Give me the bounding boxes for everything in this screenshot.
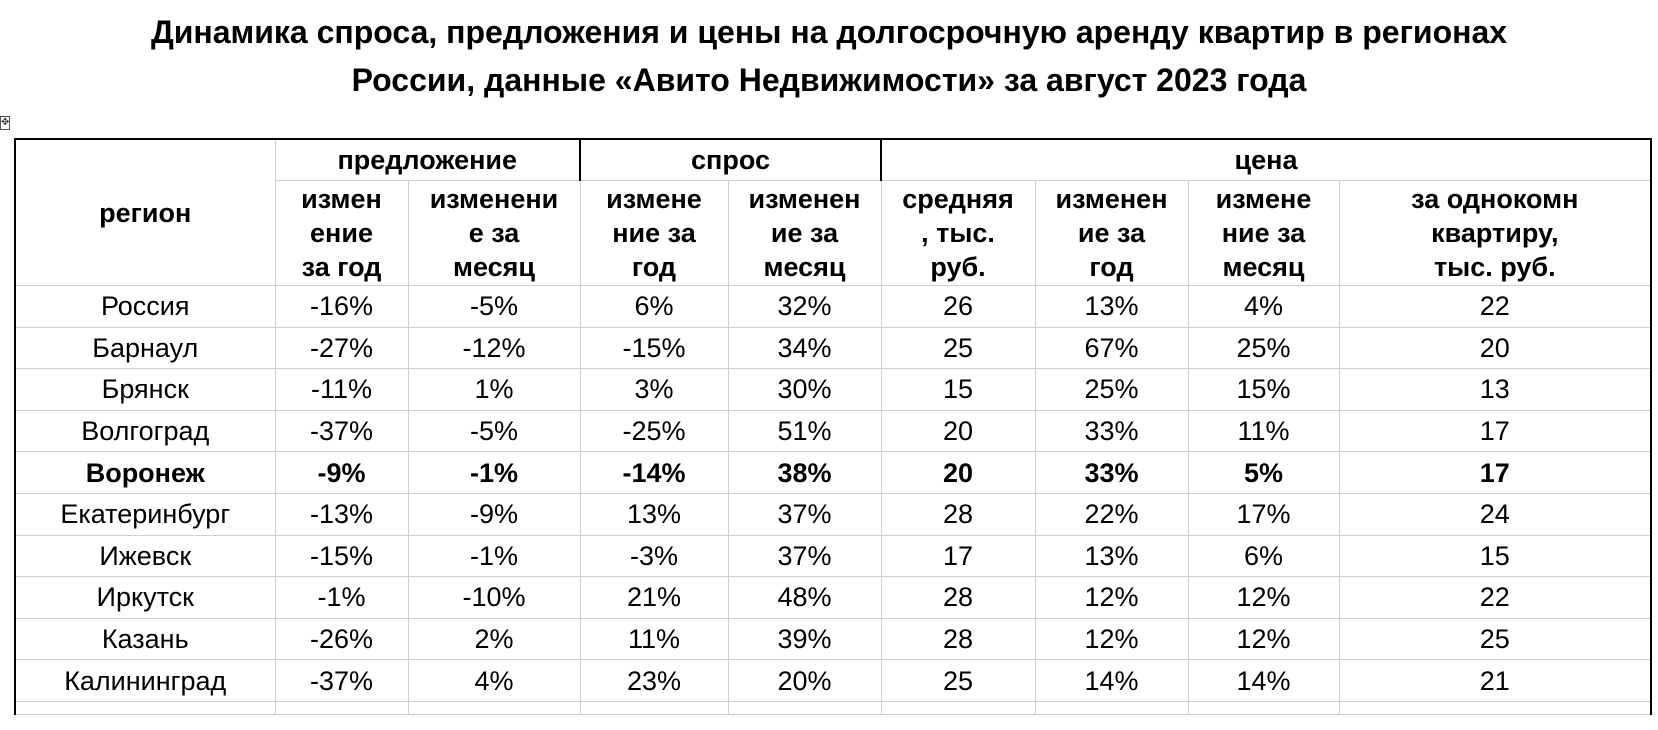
header-line: месяц bbox=[452, 252, 535, 282]
value-cell bbox=[1339, 701, 1651, 714]
value-cell: -37% bbox=[275, 660, 408, 702]
region-cell: Екатеринбург bbox=[15, 493, 275, 535]
value-cell: 39% bbox=[728, 618, 881, 660]
value-cell: 22 bbox=[1339, 286, 1651, 328]
header-line: измене bbox=[606, 184, 702, 214]
value-cell: 17 bbox=[881, 535, 1035, 577]
table-row-partial bbox=[15, 701, 1651, 714]
value-cell bbox=[275, 701, 408, 714]
value-cell: 28 bbox=[881, 577, 1035, 619]
region-cell: Волгоград bbox=[15, 410, 275, 452]
value-cell: 17 bbox=[1339, 452, 1651, 494]
title-line-2: России, данные «Авито Недвижимости» за август 2023 года bbox=[351, 62, 1307, 98]
value-cell: 12% bbox=[1188, 618, 1339, 660]
header-line: за однокомн bbox=[1411, 184, 1579, 214]
value-cell: 33% bbox=[1035, 452, 1188, 494]
region-cell: Россия bbox=[15, 286, 275, 328]
value-cell: 15 bbox=[881, 369, 1035, 411]
value-cell: 11% bbox=[1188, 410, 1339, 452]
table-row bbox=[15, 493, 1651, 535]
value-cell: -12% bbox=[408, 327, 580, 369]
value-cell bbox=[881, 701, 1035, 714]
value-cell: 17% bbox=[1188, 493, 1339, 535]
header-line: за год bbox=[301, 252, 382, 282]
value-cell: 13% bbox=[1035, 286, 1188, 328]
value-cell: 67% bbox=[1035, 327, 1188, 369]
value-cell: -15% bbox=[275, 535, 408, 577]
value-cell: -1% bbox=[275, 577, 408, 619]
table-row bbox=[15, 452, 1651, 494]
table-move-handle-icon[interactable]: ✥ bbox=[1, 117, 10, 128]
value-cell bbox=[1035, 701, 1188, 714]
value-cell: 25% bbox=[1035, 369, 1188, 411]
value-cell: 6% bbox=[580, 286, 728, 328]
value-cell: 24 bbox=[1339, 493, 1651, 535]
value-cell: 11% bbox=[580, 618, 728, 660]
value-cell: 25 bbox=[881, 660, 1035, 702]
value-cell: 12% bbox=[1188, 577, 1339, 619]
value-cell: -37% bbox=[275, 410, 408, 452]
value-cell: -15% bbox=[580, 327, 728, 369]
header-line: ие за bbox=[1077, 218, 1146, 248]
header-line: месяц bbox=[1222, 252, 1305, 282]
value-cell: 51% bbox=[728, 410, 881, 452]
value-cell: -10% bbox=[408, 577, 580, 619]
value-cell: 20% bbox=[728, 660, 881, 702]
value-cell bbox=[1188, 701, 1339, 714]
value-cell: 15 bbox=[1339, 535, 1651, 577]
value-cell: 38% bbox=[728, 452, 881, 494]
value-cell: 5% bbox=[1188, 452, 1339, 494]
value-cell bbox=[15, 701, 275, 714]
table-row bbox=[15, 660, 1651, 702]
region-cell: Воронеж bbox=[15, 452, 275, 494]
value-cell: 13 bbox=[1339, 369, 1651, 411]
value-cell: 4% bbox=[408, 660, 580, 702]
value-cell: 20 bbox=[881, 410, 1035, 452]
value-cell: -13% bbox=[275, 493, 408, 535]
header-line: год bbox=[631, 252, 677, 282]
value-cell: 23% bbox=[580, 660, 728, 702]
value-cell: 37% bbox=[728, 493, 881, 535]
value-cell: 33% bbox=[1035, 410, 1188, 452]
supply-year-header bbox=[275, 181, 408, 286]
header-line: измене bbox=[1215, 184, 1312, 214]
title-line-1: Динамика спроса, предложения и цены на долгосрочную аренду квартир в регионах bbox=[150, 14, 1508, 50]
header-line: ие за bbox=[770, 218, 839, 248]
value-cell: 21 bbox=[1339, 660, 1651, 702]
value-cell: 25% bbox=[1188, 327, 1339, 369]
value-cell: 21% bbox=[580, 577, 728, 619]
region-cell: Брянск bbox=[15, 369, 275, 411]
value-cell: 13% bbox=[580, 493, 728, 535]
value-cell: 32% bbox=[728, 286, 881, 328]
value-cell: 12% bbox=[1035, 618, 1188, 660]
header-line: е за bbox=[468, 218, 520, 248]
header-line: измен bbox=[301, 184, 382, 214]
value-cell: -25% bbox=[580, 410, 728, 452]
value-cell: -27% bbox=[275, 327, 408, 369]
price-year-header bbox=[1035, 181, 1188, 286]
value-cell: 30% bbox=[728, 369, 881, 411]
header-line: квартиру, bbox=[1431, 218, 1559, 248]
header-line: год bbox=[1089, 252, 1134, 282]
value-cell: -14% bbox=[580, 452, 728, 494]
value-cell: 1% bbox=[408, 369, 580, 411]
page-title bbox=[0, 8, 1658, 104]
table-row bbox=[15, 286, 1651, 328]
value-cell: -1% bbox=[408, 452, 580, 494]
value-cell: -9% bbox=[408, 493, 580, 535]
value-cell: 28 bbox=[881, 493, 1035, 535]
header-line: тыс. руб. bbox=[1433, 252, 1556, 282]
price-avg-header bbox=[881, 181, 1035, 286]
table-row bbox=[15, 618, 1651, 660]
header-line: изменени bbox=[429, 184, 559, 214]
value-cell bbox=[728, 701, 881, 714]
value-cell: -5% bbox=[408, 410, 580, 452]
header-line: изменен bbox=[1055, 184, 1168, 214]
price-one-room-header bbox=[1339, 181, 1651, 286]
header-line: , тыс. bbox=[921, 218, 995, 248]
table-row bbox=[15, 327, 1651, 369]
table-body bbox=[15, 286, 1651, 715]
header-line: ние за bbox=[612, 218, 696, 248]
value-cell: 20 bbox=[1339, 327, 1651, 369]
demand-year-header bbox=[580, 181, 728, 286]
value-cell: -1% bbox=[408, 535, 580, 577]
value-cell: 26 bbox=[881, 286, 1035, 328]
table-row bbox=[15, 535, 1651, 577]
header-line: ение bbox=[310, 218, 373, 248]
demand-group-header: спрос bbox=[580, 139, 881, 181]
value-cell: 15% bbox=[1188, 369, 1339, 411]
value-cell bbox=[580, 701, 728, 714]
value-cell: 48% bbox=[728, 577, 881, 619]
value-cell: 2% bbox=[408, 618, 580, 660]
header-line: ние за bbox=[1221, 218, 1306, 248]
value-cell: 4% bbox=[1188, 286, 1339, 328]
value-cell: -9% bbox=[275, 452, 408, 494]
price-month-header bbox=[1188, 181, 1339, 286]
value-cell: 34% bbox=[728, 327, 881, 369]
value-cell: 13% bbox=[1035, 535, 1188, 577]
header-line: средняя bbox=[902, 184, 1014, 214]
value-cell: -5% bbox=[408, 286, 580, 328]
region-cell: Иркутск bbox=[15, 577, 275, 619]
value-cell: 22% bbox=[1035, 493, 1188, 535]
table-row bbox=[15, 369, 1651, 411]
region-header: регион bbox=[15, 139, 275, 286]
value-cell: 14% bbox=[1035, 660, 1188, 702]
rental-data-table bbox=[14, 138, 1652, 715]
value-cell: 6% bbox=[1188, 535, 1339, 577]
value-cell: -3% bbox=[580, 535, 728, 577]
value-cell: 25 bbox=[1339, 618, 1651, 660]
region-cell: Барнаул bbox=[15, 327, 275, 369]
value-cell bbox=[408, 701, 580, 714]
header-line: изменен bbox=[748, 184, 861, 214]
supply-group-header: предложение bbox=[275, 139, 580, 181]
header-line: руб. bbox=[930, 252, 986, 282]
region-cell: Калининград bbox=[15, 660, 275, 702]
region-cell: Ижевск bbox=[15, 535, 275, 577]
region-cell: Казань bbox=[15, 618, 275, 660]
value-cell: 22 bbox=[1339, 577, 1651, 619]
value-cell: 17 bbox=[1339, 410, 1651, 452]
value-cell: 25 bbox=[881, 327, 1035, 369]
value-cell: -26% bbox=[275, 618, 408, 660]
value-cell: 14% bbox=[1188, 660, 1339, 702]
value-cell: -11% bbox=[275, 369, 408, 411]
value-cell: 12% bbox=[1035, 577, 1188, 619]
supply-month-header bbox=[408, 181, 580, 286]
value-cell: 20 bbox=[881, 452, 1035, 494]
demand-month-header bbox=[728, 181, 881, 286]
value-cell: -16% bbox=[275, 286, 408, 328]
value-cell: 37% bbox=[728, 535, 881, 577]
table-row bbox=[15, 577, 1651, 619]
price-group-header: цена bbox=[881, 139, 1651, 181]
value-cell: 3% bbox=[580, 369, 728, 411]
header-line: месяц bbox=[763, 252, 846, 282]
value-cell: 28 bbox=[881, 618, 1035, 660]
table-row bbox=[15, 410, 1651, 452]
